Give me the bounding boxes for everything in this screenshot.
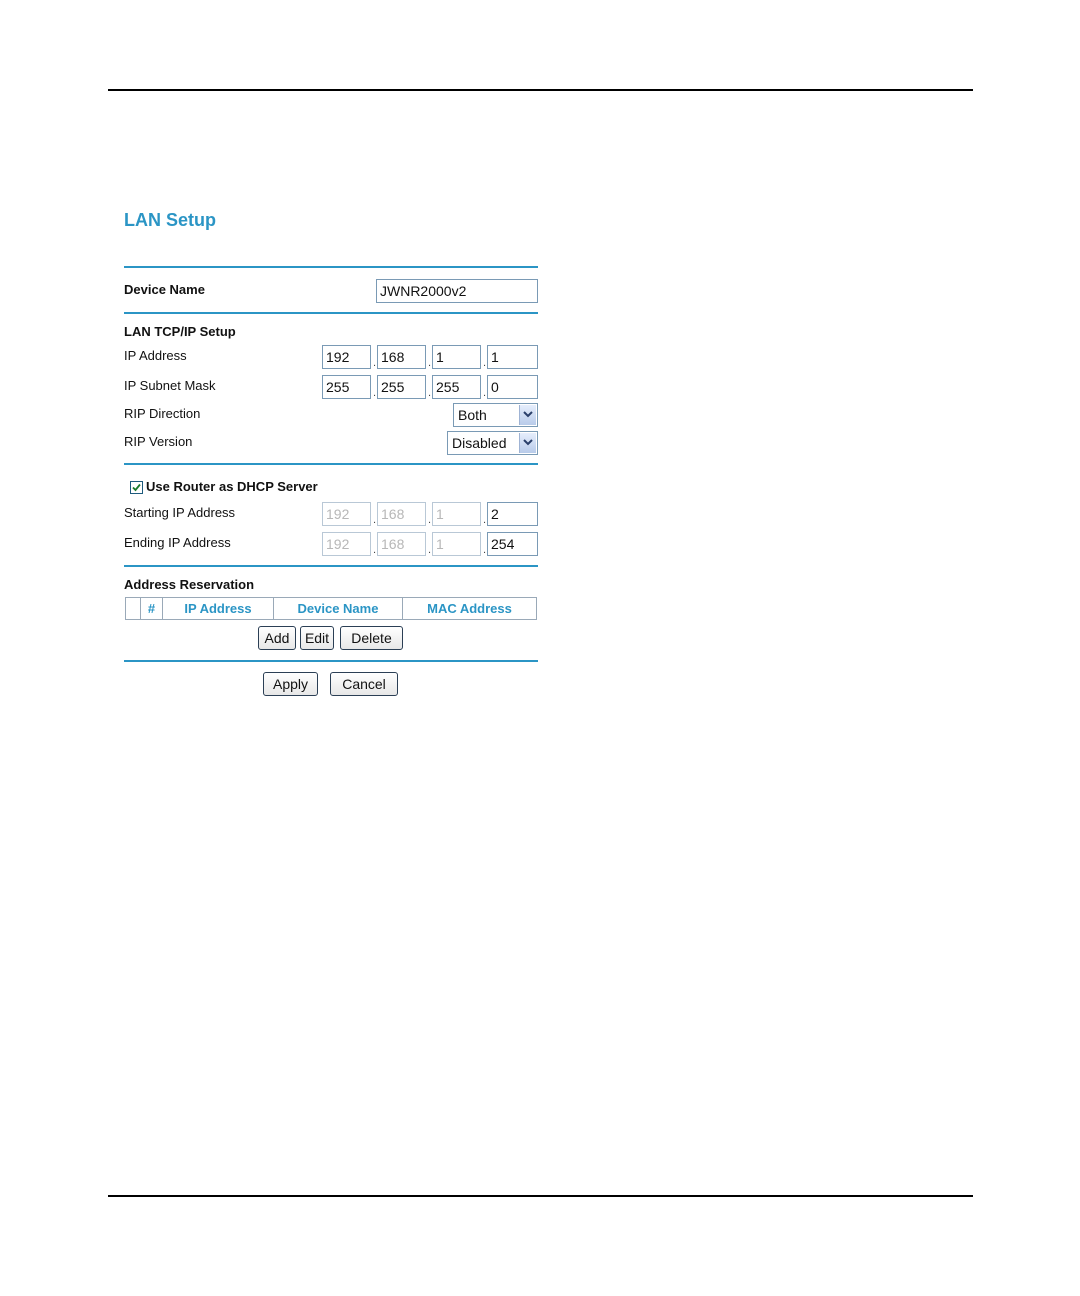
end-octet-4-input[interactable]: 254 [487, 532, 538, 556]
start-octet-4-input[interactable]: 2 [487, 502, 538, 526]
octet-separator: . [373, 514, 377, 526]
start-octet-1-input: 192 [322, 502, 371, 526]
start-octet-2-input: 168 [377, 502, 426, 526]
ip-octet-1-input[interactable]: 192 [322, 345, 371, 369]
rip-direction-label: RIP Direction [124, 406, 201, 421]
octet-separator: . [483, 387, 487, 399]
column-mac-address: MAC Address [427, 601, 512, 616]
page-title: LAN Setup [124, 210, 216, 230]
delete-button[interactable]: Delete [340, 626, 403, 650]
ip-octet-2-input[interactable]: 168 [377, 345, 426, 369]
chevron-down-icon[interactable] [519, 405, 536, 425]
chevron-down-icon[interactable] [519, 433, 536, 453]
page-bottom-rule [108, 1195, 973, 1197]
section-divider [124, 312, 538, 314]
dhcp-server-checkbox[interactable] [130, 481, 143, 494]
rip-version-label: RIP Version [124, 434, 193, 449]
address-reservation-heading: Address Reservation [124, 577, 255, 592]
column-select [126, 598, 141, 619]
device-name-label: Device Name [124, 282, 205, 297]
octet-separator: . [373, 544, 377, 556]
dhcp-server-label: Use Router as DHCP Server [146, 479, 318, 494]
rip-direction-value: Both [458, 407, 487, 423]
starting-ip-label: Starting IP Address [124, 505, 236, 520]
cancel-button[interactable]: Cancel [330, 672, 398, 696]
mask-octet-3-input[interactable]: 255 [432, 375, 481, 399]
rip-version-value: Disabled [452, 435, 507, 451]
ip-octet-4-input[interactable]: 1 [487, 345, 538, 369]
octet-separator: . [483, 357, 487, 369]
check-icon [131, 482, 142, 493]
mask-octet-2-input[interactable]: 255 [377, 375, 426, 399]
octet-separator: . [428, 387, 432, 399]
column-device-name: Device Name [274, 598, 403, 619]
section-divider [124, 660, 538, 662]
octet-separator: . [483, 544, 487, 556]
apply-button[interactable]: Apply [263, 672, 318, 696]
octet-separator: . [428, 357, 432, 369]
subnet-mask-label: IP Subnet Mask [124, 378, 216, 393]
reservation-table-header [125, 597, 537, 620]
end-octet-2-input: 168 [377, 532, 426, 556]
octet-separator: . [428, 544, 432, 556]
edit-button[interactable]: Edit [300, 626, 334, 650]
section-divider [124, 565, 538, 567]
ip-address-label: IP Address [124, 348, 187, 363]
mask-octet-4-input[interactable]: 0 [487, 375, 538, 399]
lan-setup-panel [124, 200, 538, 710]
start-octet-3-input: 1 [432, 502, 481, 526]
device-name-input[interactable]: JWNR2000v2 [376, 279, 538, 303]
column-number: # [141, 598, 163, 619]
lan-tcpip-heading: LAN TCP/IP Setup [124, 324, 236, 339]
end-octet-1-input: 192 [322, 532, 371, 556]
page-top-rule [108, 89, 973, 91]
octet-separator: . [373, 357, 377, 369]
octet-separator: . [428, 514, 432, 526]
octet-separator: . [373, 387, 377, 399]
end-octet-3-input: 1 [432, 532, 481, 556]
add-button[interactable]: Add [258, 626, 296, 650]
section-divider [124, 463, 538, 465]
column-ip-address: IP Address [163, 598, 274, 619]
rip-version-select[interactable] [447, 431, 538, 455]
rip-direction-select[interactable] [453, 403, 538, 427]
octet-separator: . [483, 514, 487, 526]
mask-octet-1-input[interactable]: 255 [322, 375, 371, 399]
section-divider [124, 266, 538, 268]
ip-octet-3-input[interactable]: 1 [432, 345, 481, 369]
ending-ip-label: Ending IP Address [124, 535, 231, 550]
